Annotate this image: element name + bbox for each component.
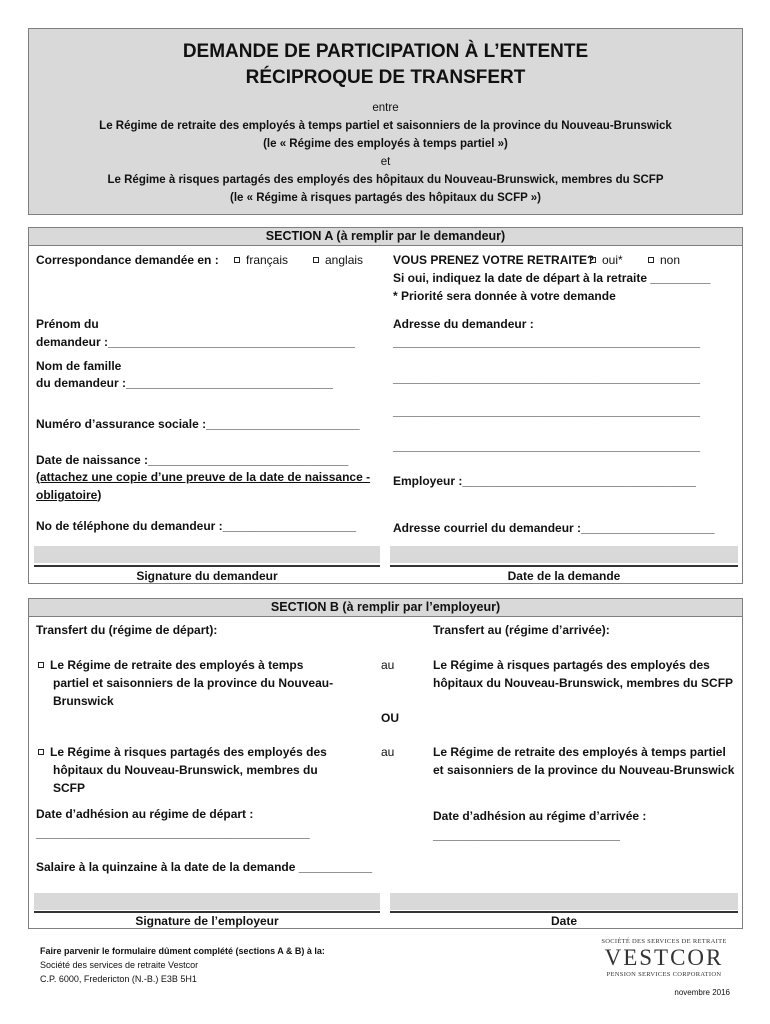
checkbox-anglais[interactable] bbox=[313, 257, 319, 263]
option1-au: au bbox=[381, 658, 395, 672]
option-no-label: non bbox=[660, 253, 681, 267]
checkbox-non[interactable] bbox=[648, 257, 654, 263]
address-field-line3[interactable]: ______________________________________________ bbox=[393, 404, 700, 418]
option-fr-label: français bbox=[246, 253, 289, 267]
request-date-label: Date de la demande bbox=[507, 569, 621, 583]
or-separator: OU bbox=[381, 711, 399, 725]
applicant-signature-label: Signature du demandeur bbox=[136, 569, 278, 583]
last-name-field[interactable]: du demandeur :_______________________________ bbox=[36, 376, 333, 390]
option2-to-line2: et saisonniers de la province du Nouveau-Brunswick bbox=[433, 763, 735, 777]
logo-top-text: SOCIÉTÉ DES SERVICES DE RETRAITE bbox=[601, 938, 727, 945]
footer-org: Société des services de retraite Vestcor bbox=[40, 960, 199, 970]
dob-field[interactable]: Date de naissance :______________________________ bbox=[36, 453, 349, 467]
start-date-from-field[interactable]: _________________________________________ bbox=[36, 826, 310, 840]
option1-to-line2: hôpitaux du Nouveau-Brunswick, membres du SCFP bbox=[433, 676, 734, 690]
employer-date-box[interactable] bbox=[390, 893, 738, 910]
dob-note-obligatoire: obligatoire bbox=[36, 488, 98, 502]
retire-date-field[interactable]: Si oui, indiquez la date de départ à la retraite _________ bbox=[393, 271, 711, 285]
start-date-to-label: Date d’adhésion au régime d’arrivée : bbox=[433, 809, 647, 823]
form-title-line1: DEMANDE DE PARTICIPATION À L’ENTENTE bbox=[182, 41, 589, 62]
first-name-label: Prénom du bbox=[36, 317, 99, 331]
transfer-from-label: Transfert du (régime de départ): bbox=[36, 623, 218, 637]
option2-from[interactable] bbox=[36, 743, 327, 761]
retire-question: VOUS PRENEZ VOTRE RETRAITE? bbox=[393, 253, 595, 267]
option1-from[interactable] bbox=[36, 656, 303, 674]
option2-from-line1: Le Régime à risques partagés des employés des bbox=[50, 745, 327, 759]
last-name-label: Nom de famille bbox=[36, 359, 122, 373]
employer-signature-label: Signature de l’employeur bbox=[135, 914, 279, 928]
priority-note: * Priorité sera donnée à votre demande bbox=[393, 289, 616, 303]
retire-no-option[interactable] bbox=[646, 251, 680, 269]
request-date-line bbox=[390, 565, 738, 567]
employer-date-label: Date bbox=[550, 914, 577, 928]
checkbox-francais[interactable] bbox=[234, 257, 240, 263]
request-date-box[interactable] bbox=[390, 546, 738, 563]
employer-field[interactable]: Employeur :___________________________________ bbox=[393, 474, 696, 488]
salary-field[interactable]: Salaire à la quinzaine à la date de la demande ___________ bbox=[36, 860, 373, 874]
form-title-line2: RÉCIPROQUE DE TRANSFERT bbox=[245, 67, 526, 88]
option1-from-line1: Le Régime de retraite des employés à temps bbox=[50, 658, 304, 672]
dob-note-close: ) bbox=[97, 488, 102, 502]
footer-address: C.P. 6000, Fredericton (N.-B.) E3B 5H1 bbox=[40, 974, 197, 984]
logo-main-text: VESTCOR bbox=[604, 945, 724, 970]
first-name-field[interactable]: demandeur :_____________________________________ bbox=[36, 335, 355, 349]
retire-yes-option[interactable] bbox=[588, 251, 623, 269]
sin-field[interactable]: Numéro d’assurance sociale :_______________________ bbox=[36, 417, 360, 431]
email-field[interactable]: Adresse courriel du demandeur :____________________ bbox=[393, 521, 715, 535]
dob-note-line2 bbox=[36, 486, 101, 504]
header-entre: entre bbox=[372, 102, 399, 114]
header-plan1-short: (le « Régime des employés à temps partiel ») bbox=[263, 138, 508, 150]
header-plan1: Le Régime de retraite des employés à temps partiel et saisonniers de la province du Nouveau-Brunswick bbox=[99, 120, 672, 132]
address-field-line1[interactable]: ______________________________________________ bbox=[393, 335, 700, 349]
option2-from-line2: hôpitaux du Nouveau-Brunswick, membres du bbox=[53, 763, 318, 777]
dob-note-line1: (attachez une copie d’une preuve de la date de naissance - bbox=[36, 470, 371, 484]
phone-field[interactable]: No de téléphone du demandeur :____________________ bbox=[36, 519, 357, 533]
option-yes-label: oui* bbox=[602, 253, 623, 267]
footer-instruction: Faire parvenir le formulaire dûment complété (sections A & B) à la: bbox=[40, 946, 325, 956]
section-b-title: SECTION B (à remplir par l’employeur) bbox=[29, 599, 742, 617]
option2-to-line1: Le Régime de retraite des employés à temps partiel bbox=[433, 745, 726, 759]
start-date-to-field[interactable]: ____________________________ bbox=[433, 828, 620, 842]
correspondence-fr-option[interactable] bbox=[232, 251, 288, 269]
address-label: Adresse du demandeur : bbox=[393, 317, 534, 331]
header-plan2: Le Régime à risques partagés des employés des hôpitaux du Nouveau-Brunswick, membres du SCFP bbox=[107, 174, 664, 186]
start-date-from-label: Date d’adhésion au régime de départ : bbox=[36, 807, 254, 821]
applicant-signature-box[interactable] bbox=[34, 546, 380, 563]
option1-to-line1: Le Régime à risques partagés des employés des bbox=[433, 658, 710, 672]
option1-from-line2: partiel et saisonniers de la province du Nouveau- bbox=[53, 676, 334, 690]
option-en-label: anglais bbox=[325, 253, 364, 267]
checkbox-option1[interactable] bbox=[38, 662, 44, 668]
logo-bottom-text: PENSION SERVICES CORPORATION bbox=[606, 971, 722, 978]
vestcor-logo bbox=[598, 937, 730, 979]
address-field-line4[interactable]: ______________________________________________ bbox=[393, 439, 700, 453]
section-a-title: SECTION A (à remplir par le demandeur) bbox=[29, 228, 742, 246]
header-et: et bbox=[380, 156, 391, 168]
header-plan2-short: (le « Régime à risques partagés des hôpitaux du SCFP ») bbox=[229, 192, 542, 204]
correspondence-label: Correspondance demandée en : bbox=[36, 253, 219, 267]
option1-from-line3: Brunswick bbox=[53, 694, 114, 708]
correspondence-en-option[interactable] bbox=[311, 251, 363, 269]
transfer-to-label: Transfert au (régime d’arrivée): bbox=[433, 623, 610, 637]
form-date: novembre 2016 bbox=[674, 988, 730, 997]
checkbox-option2[interactable] bbox=[38, 749, 44, 755]
checkbox-oui[interactable] bbox=[590, 257, 596, 263]
address-field-line2[interactable]: ______________________________________________ bbox=[393, 371, 700, 385]
option2-from-line3: SCFP bbox=[53, 781, 86, 795]
applicant-signature-line bbox=[34, 565, 380, 567]
employer-signature-box[interactable] bbox=[34, 893, 380, 910]
form-header bbox=[28, 28, 743, 215]
option2-au: au bbox=[381, 745, 395, 759]
